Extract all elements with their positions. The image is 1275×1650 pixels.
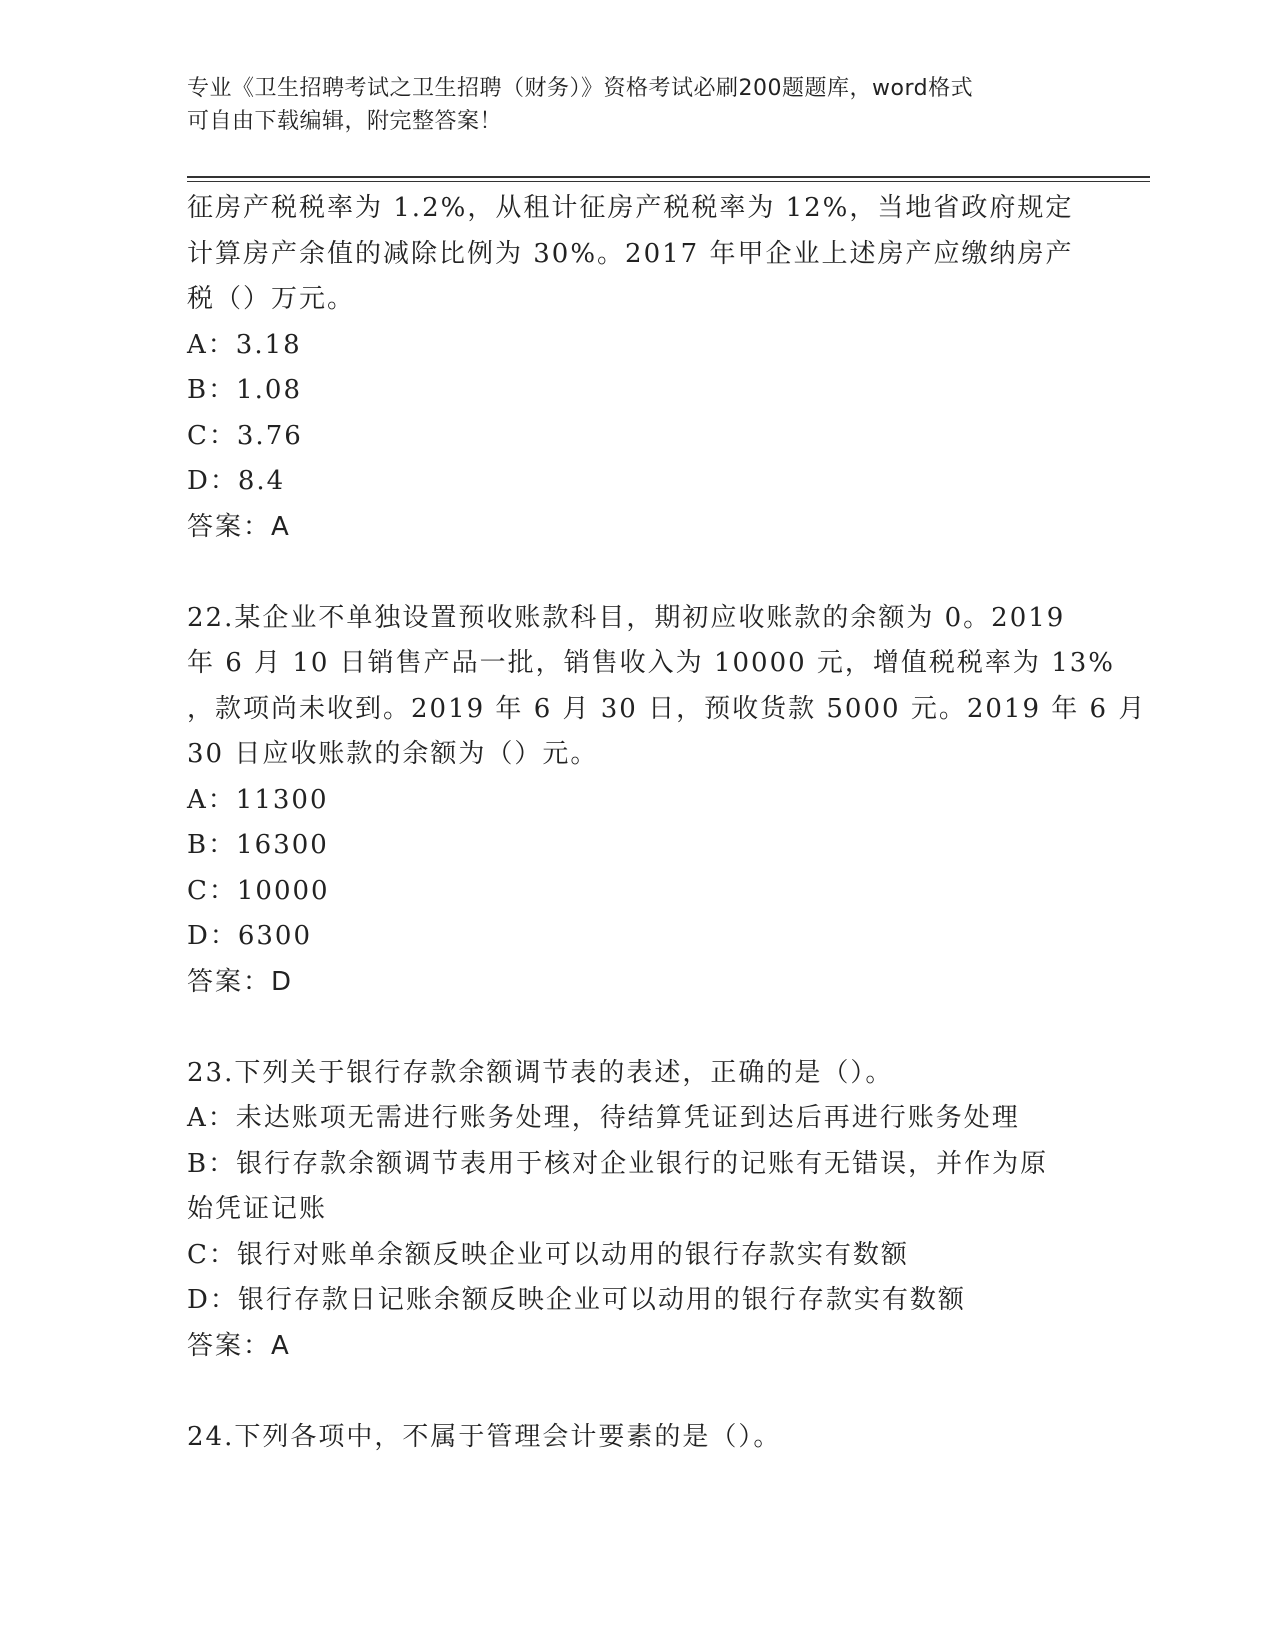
option-c: C：银行对账单余额反映企业可以动用的银行存款实有数额 bbox=[187, 1239, 909, 1270]
document-header bbox=[187, 72, 1067, 138]
spacer bbox=[187, 550, 1087, 596]
option-a: A：未达账项无需进行账务处理，待结算凭证到达后再进行账务处理 bbox=[187, 1103, 1020, 1133]
option-d: D：6300 bbox=[187, 921, 313, 951]
spacer bbox=[187, 1005, 1087, 1051]
question-stem-line: 22.某企业不单独设置预收账款科目，期初应收账款的余额为 0。2019 bbox=[187, 602, 1066, 633]
header-title-line-2: 可自由下载编辑，附完整答案！ bbox=[187, 109, 503, 134]
question-stem-line: ，款项尚未收到。2019 年 6 月 30 日，预收货款 5000 元。2019 年 6 月 bbox=[187, 693, 1147, 724]
question-stem-line: 征房产税税率为 1.2%，从租计征房产税税率为 12%，当地省政府规定 bbox=[187, 193, 1074, 223]
answer-line: 答案：A bbox=[187, 511, 291, 542]
option-c: C：10000 bbox=[187, 875, 330, 906]
question-22 bbox=[187, 596, 1147, 1006]
option-d: D：银行存款日记账余额反映企业可以动用的银行存款实有数额 bbox=[187, 1285, 966, 1315]
option-b: B：16300 bbox=[187, 830, 329, 860]
question-stem-line: 计算房产余值的减除比例为 30%。2017 年甲企业上述房产应缴纳房产 bbox=[187, 238, 1074, 269]
question-21 bbox=[187, 186, 1087, 550]
question-stem-line: 年 6 月 10 日销售产品一批，销售收入为 10000 元，增值税税率为 13% bbox=[187, 648, 1115, 678]
question-stem-line: 税（）万元。 bbox=[187, 284, 356, 314]
header-divider-thick bbox=[187, 176, 1150, 178]
option-a: A：11300 bbox=[187, 784, 329, 815]
answer-line: 答案：D bbox=[187, 966, 294, 997]
header-title-line-1: 专业《卫生招聘考试之卫生招聘（财务）》资格考试必刷200题题库，word格式 bbox=[187, 76, 974, 101]
question-24 bbox=[187, 1415, 1087, 1461]
question-23 bbox=[187, 1051, 1087, 1370]
option-a: A：3.18 bbox=[187, 329, 302, 360]
questions-body bbox=[187, 186, 1147, 1460]
option-b-continued: 始凭证记账 bbox=[187, 1194, 328, 1224]
question-stem-line: 30 日应收账款的余额为（）元。 bbox=[187, 739, 599, 769]
answer-line: 答案：A bbox=[187, 1330, 291, 1361]
option-c: C：3.76 bbox=[187, 420, 303, 451]
spacer bbox=[187, 1369, 1087, 1415]
option-b: B：1.08 bbox=[187, 375, 302, 405]
option-d: D：8.4 bbox=[187, 466, 286, 496]
question-stem-line: 24.下列各项中，不属于管理会计要素的是（）。 bbox=[187, 1421, 782, 1452]
header-divider-thin bbox=[187, 181, 1150, 182]
option-b: B：银行存款余额调节表用于核对企业银行的记账有无错误，并作为原 bbox=[187, 1148, 1049, 1179]
question-stem-line: 23.下列关于银行存款余额调节表的表述，正确的是（）。 bbox=[187, 1057, 894, 1088]
